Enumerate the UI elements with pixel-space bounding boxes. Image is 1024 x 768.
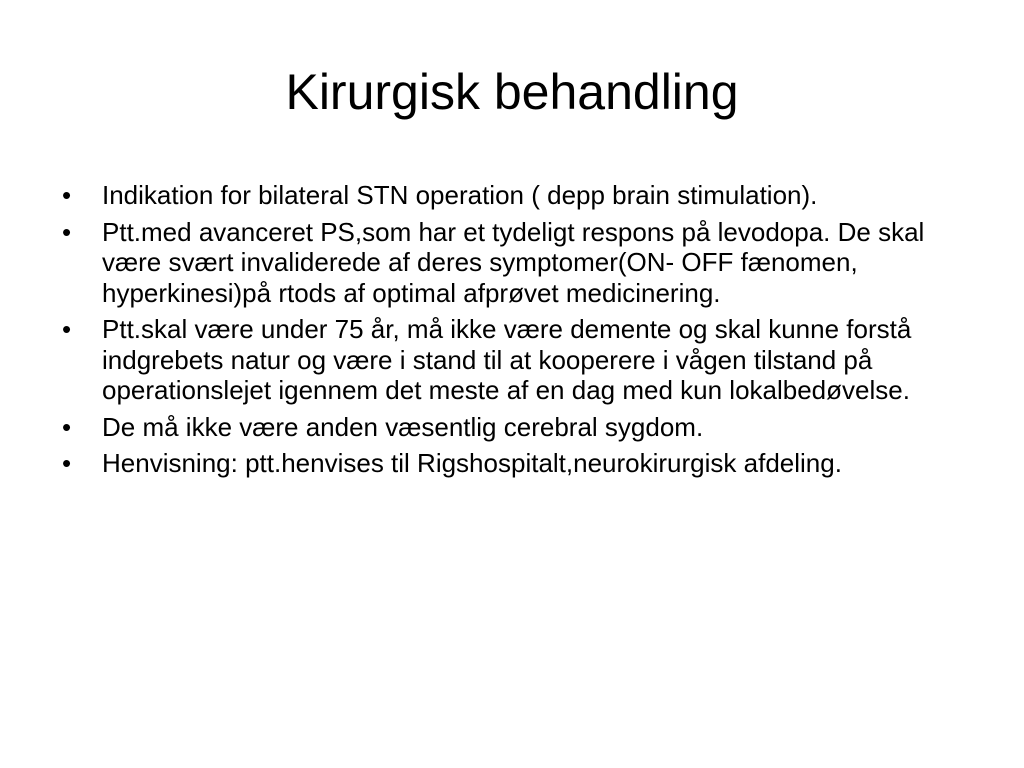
bullet-icon: • [62,448,72,478]
bullet-item-patients [58,217,958,309]
bullet-text: Indikation for bilateral STN operation ( depp brain stimulation). [102,180,818,210]
bullet-text: Henvisning: ptt.henvises til Rigshospitalt,neurokirurgisk afdeling. [102,448,842,478]
bullet-text: De må ikke være anden væsentlig cerebral sygdom. [102,411,704,442]
bullet-item-referral [58,448,958,479]
slide-title: Kirurgisk behandling [285,64,739,120]
bullet-item-age-requirements [58,314,958,406]
bullet-icon: • [62,411,72,442]
bullet-list [58,180,958,485]
bullet-icon: • [62,314,72,344]
bullet-icon: • [62,216,72,247]
bullet-item-indication [58,180,958,211]
bullet-icon: • [62,180,72,210]
bullet-item-cerebral-disease [58,412,958,443]
bullet-text: Ptt.skal være under 75 år, må ikke være demente og skal kunne forstå indgrebets natur og være i stand til at kooperere i vågen tilstand på operationslejet igennem det meste af en dag med kun lokalbedøvelse. [102,314,912,405]
bullet-text: Ptt.med avanceret PS,som har et tydeligt respons på levodopa. De skal være svært invaliderede af deres symptomer(ON- OFF fænomen, hyperkinesi)på rtods af optimal afprøvet medicinering. [102,216,925,308]
